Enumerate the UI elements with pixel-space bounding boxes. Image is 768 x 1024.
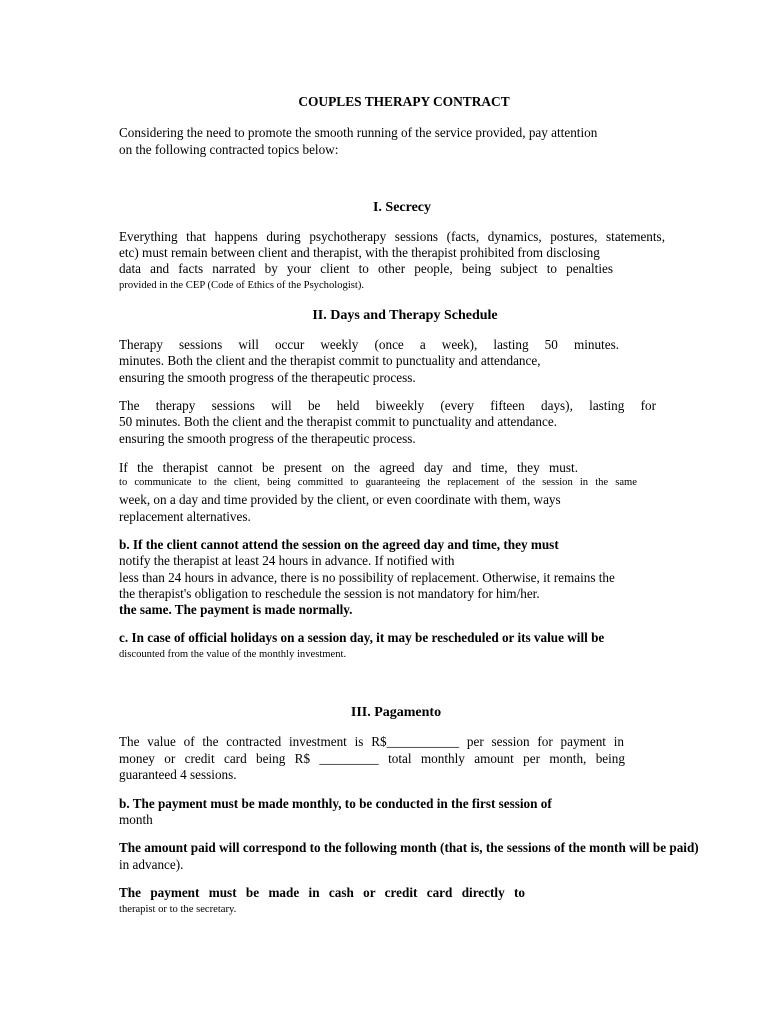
intro-line: on the following contracted topics below: — [119, 142, 339, 157]
paragraph-line: b. If the client cannot attend the session on the agreed day and time, they must — [119, 537, 559, 552]
paragraph-line: to communicate to the client, being committed to guaranteeing the replacement of the session in the same — [119, 477, 637, 488]
document-title: COUPLES THERAPY CONTRACT — [298, 94, 510, 109]
paragraph-line: 50 minutes. Both the client and the therapist commit to punctuality and attendance. — [119, 414, 558, 429]
paragraph-line: The payment must be made in cash or credit card directly to — [119, 885, 525, 900]
paragraph-line: month — [119, 812, 153, 827]
intro-line: Considering the need to promote the smooth running of the service provided, pay attention — [119, 125, 598, 140]
paragraph-line: provided in the CEP (Code of Ethics of the Psychologist). — [119, 280, 365, 291]
paragraph-line: money or credit card being R$ _________ total monthly amount per month, being — [119, 751, 625, 766]
paragraph-line: discounted from the value of the monthly investment. — [119, 649, 347, 660]
paragraph-line: the therapist's obligation to reschedule the session is not mandatory for him/her. — [119, 586, 540, 601]
paragraph-line: notify the therapist at least 24 hours in advance. If notified with — [119, 553, 455, 568]
paragraph-line: ensuring the smooth progress of the therapeutic process. — [119, 370, 416, 385]
paragraph-line: therapist or to the secretary. — [119, 904, 237, 915]
section-heading-schedule: II. Days and Therapy Schedule — [312, 308, 498, 323]
paragraph-line: The amount paid will correspond to the following month (that is, the sessions of the month will be paid) — [119, 840, 699, 855]
paragraph-line: guaranteed 4 sessions. — [119, 767, 237, 782]
paragraph-line: data and facts narrated by your client to other people, being subject to penalties — [119, 261, 613, 276]
paragraph-line: Therapy sessions will occur weekly (once a week), lasting 50 minutes. — [119, 337, 619, 352]
paragraph-line: c. In case of official holidays on a session day, it may be rescheduled or its value will be — [119, 630, 605, 645]
paragraph-line: less than 24 hours in advance, there is no possibility of replacement. Otherwise, it remains the — [119, 570, 615, 585]
paragraph-line: The therapy sessions will be held biweekly (every fifteen days), lasting for — [119, 398, 656, 413]
paragraph-line: in advance). — [119, 857, 184, 872]
section-heading-secrecy: I. Secrecy — [372, 200, 432, 215]
section-heading-payment: III. Pagamento — [350, 705, 442, 720]
paragraph-line: b. The payment must be made monthly, to be conducted in the first session of — [119, 796, 552, 811]
paragraph-line: etc) must remain between client and therapist, with the therapist prohibited from disclosing — [119, 245, 600, 260]
paragraph-line: Everything that happens during psychotherapy sessions (facts, dynamics, postures, statements, — [119, 229, 665, 244]
paragraph-line: ensuring the smooth progress of the therapeutic process. — [119, 431, 416, 446]
paragraph-line: The value of the contracted investment is R$___________ per session for payment in — [119, 734, 624, 749]
paragraph-line: the same. The payment is made normally. — [119, 602, 353, 617]
paragraph-line: minutes. Both the client and the therapist commit to punctuality and attendance, — [119, 353, 541, 368]
paragraph-line: replacement alternatives. — [119, 509, 251, 524]
paragraph-line: week, on a day and time provided by the client, or even coordinate with them, ways — [119, 492, 561, 507]
paragraph-line: If the therapist cannot be present on the agreed day and time, they must. — [119, 460, 578, 475]
